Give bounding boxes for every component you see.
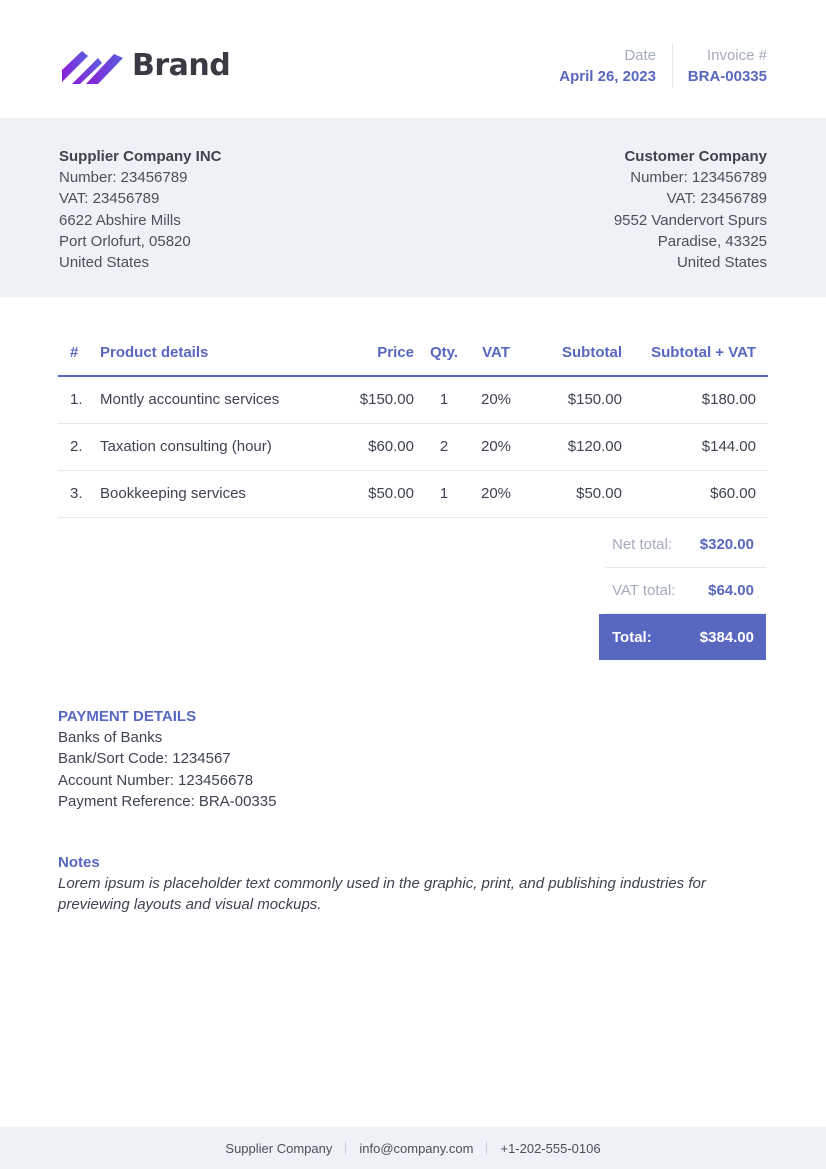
row-subtotal-vat: $144.00: [626, 423, 768, 470]
table-row: [58, 423, 768, 470]
row-number: 2.: [58, 423, 100, 470]
customer-number: Number: 123456789: [630, 169, 767, 187]
row-qty: 1: [414, 470, 474, 517]
customer-country: United States: [676, 254, 767, 272]
row-number: 1.: [58, 376, 100, 423]
col-product-header: Product details: [100, 330, 340, 376]
footer-divider: [486, 1141, 487, 1155]
supplier-name: Supplier Company INC: [59, 148, 222, 165]
supplier-number: Number: 23456789: [59, 169, 188, 187]
footer-email: info@company.com: [359, 1140, 474, 1156]
row-vat: 20%: [474, 376, 518, 423]
payment-reference: Payment Reference: BRA-00335: [58, 792, 277, 810]
net-total-label: Net total:: [612, 536, 673, 553]
grand-total-value: $384.00: [699, 628, 754, 646]
col-subtotal-vat-header: Subtotal + VAT: [626, 330, 768, 376]
row-product: Bookkeeping services: [100, 470, 340, 517]
footer-divider: [345, 1141, 346, 1155]
col-vat-header: VAT: [474, 330, 518, 376]
meta-divider: [672, 44, 673, 88]
invoice-date-block: [559, 46, 656, 88]
supplier-street: 6622 Abshire Mills: [59, 211, 181, 229]
grand-total-row: [599, 614, 766, 660]
row-subtotal-vat: $60.00: [626, 470, 768, 517]
row-price: $50.00: [340, 470, 414, 517]
payment-sort-code: Bank/Sort Code: 1234567: [58, 750, 231, 768]
col-subtotal-header: Subtotal: [518, 330, 626, 376]
row-subtotal-vat: $180.00: [626, 376, 768, 423]
row-vat: 20%: [474, 470, 518, 517]
payment-account-number: Account Number: 123456678: [58, 771, 254, 789]
row-price: $150.00: [340, 376, 414, 423]
vat-total-row: [605, 568, 766, 614]
supplier-city: Port Orlofurt, 05820: [59, 232, 191, 250]
vat-total-value: $64.00: [708, 582, 754, 599]
customer-name: Customer Company: [624, 148, 767, 165]
table-row: [58, 470, 768, 517]
totals-block: [599, 522, 766, 660]
supplier-country: United States: [59, 254, 150, 272]
notes-section: [58, 852, 770, 916]
invoice-header: [0, 0, 826, 118]
net-total-row: [605, 522, 766, 568]
customer-street: 9552 Vandervort Spurs: [613, 211, 767, 229]
invoice-number: BRA-00335: [687, 68, 767, 85]
invoice-date: April 26, 2023: [559, 68, 656, 85]
row-qty: 2: [414, 423, 474, 470]
col-number-header: #: [58, 330, 100, 376]
invoice-number-block: [688, 46, 767, 88]
row-product: Taxation consulting (hour): [100, 423, 340, 470]
vat-total-label: VAT total:: [612, 582, 676, 599]
date-label: Date: [624, 47, 656, 64]
payment-details-title: PAYMENT DETAILS: [58, 708, 197, 725]
payment-bank: Banks of Banks: [58, 729, 163, 747]
customer-city: Paradise, 43325: [657, 232, 767, 250]
payment-details: [58, 706, 276, 812]
brand-name: Brand: [132, 48, 231, 83]
row-subtotal: $50.00: [518, 470, 626, 517]
row-subtotal: $120.00: [518, 423, 626, 470]
footer-company: Supplier Company: [225, 1140, 333, 1156]
customer-vat: VAT: 23456789: [666, 190, 767, 208]
table-header-row: [58, 330, 768, 376]
supplier-vat: VAT: 23456789: [59, 190, 160, 208]
supplier-address: [59, 146, 222, 273]
net-total-value: $320.00: [699, 536, 754, 553]
footer-phone: +1-202-555-0106: [500, 1140, 601, 1156]
grand-total-label: Total:: [612, 628, 652, 646]
line-items-table: [58, 330, 768, 518]
parties-band: [0, 118, 826, 297]
invoice-number-label: Invoice #: [706, 47, 767, 64]
brand-logo: [62, 48, 230, 84]
row-subtotal: $150.00: [518, 376, 626, 423]
brand-logo-icon: [62, 48, 124, 84]
row-product: Montly accountinc services: [100, 376, 340, 423]
customer-address: [614, 146, 767, 273]
notes-body: Lorem ipsum is placeholder text commonly used in the graphic, print, and publishing industries for previewing layouts and visual mockups.: [58, 875, 706, 914]
col-qty-header: Qty.: [414, 330, 474, 376]
row-qty: 1: [414, 376, 474, 423]
table-row: [58, 376, 768, 423]
row-price: $60.00: [340, 423, 414, 470]
page-footer: [0, 1127, 826, 1169]
row-number: 3.: [58, 470, 100, 517]
notes-title: Notes: [58, 854, 100, 871]
col-price-header: Price: [340, 330, 414, 376]
row-vat: 20%: [474, 423, 518, 470]
